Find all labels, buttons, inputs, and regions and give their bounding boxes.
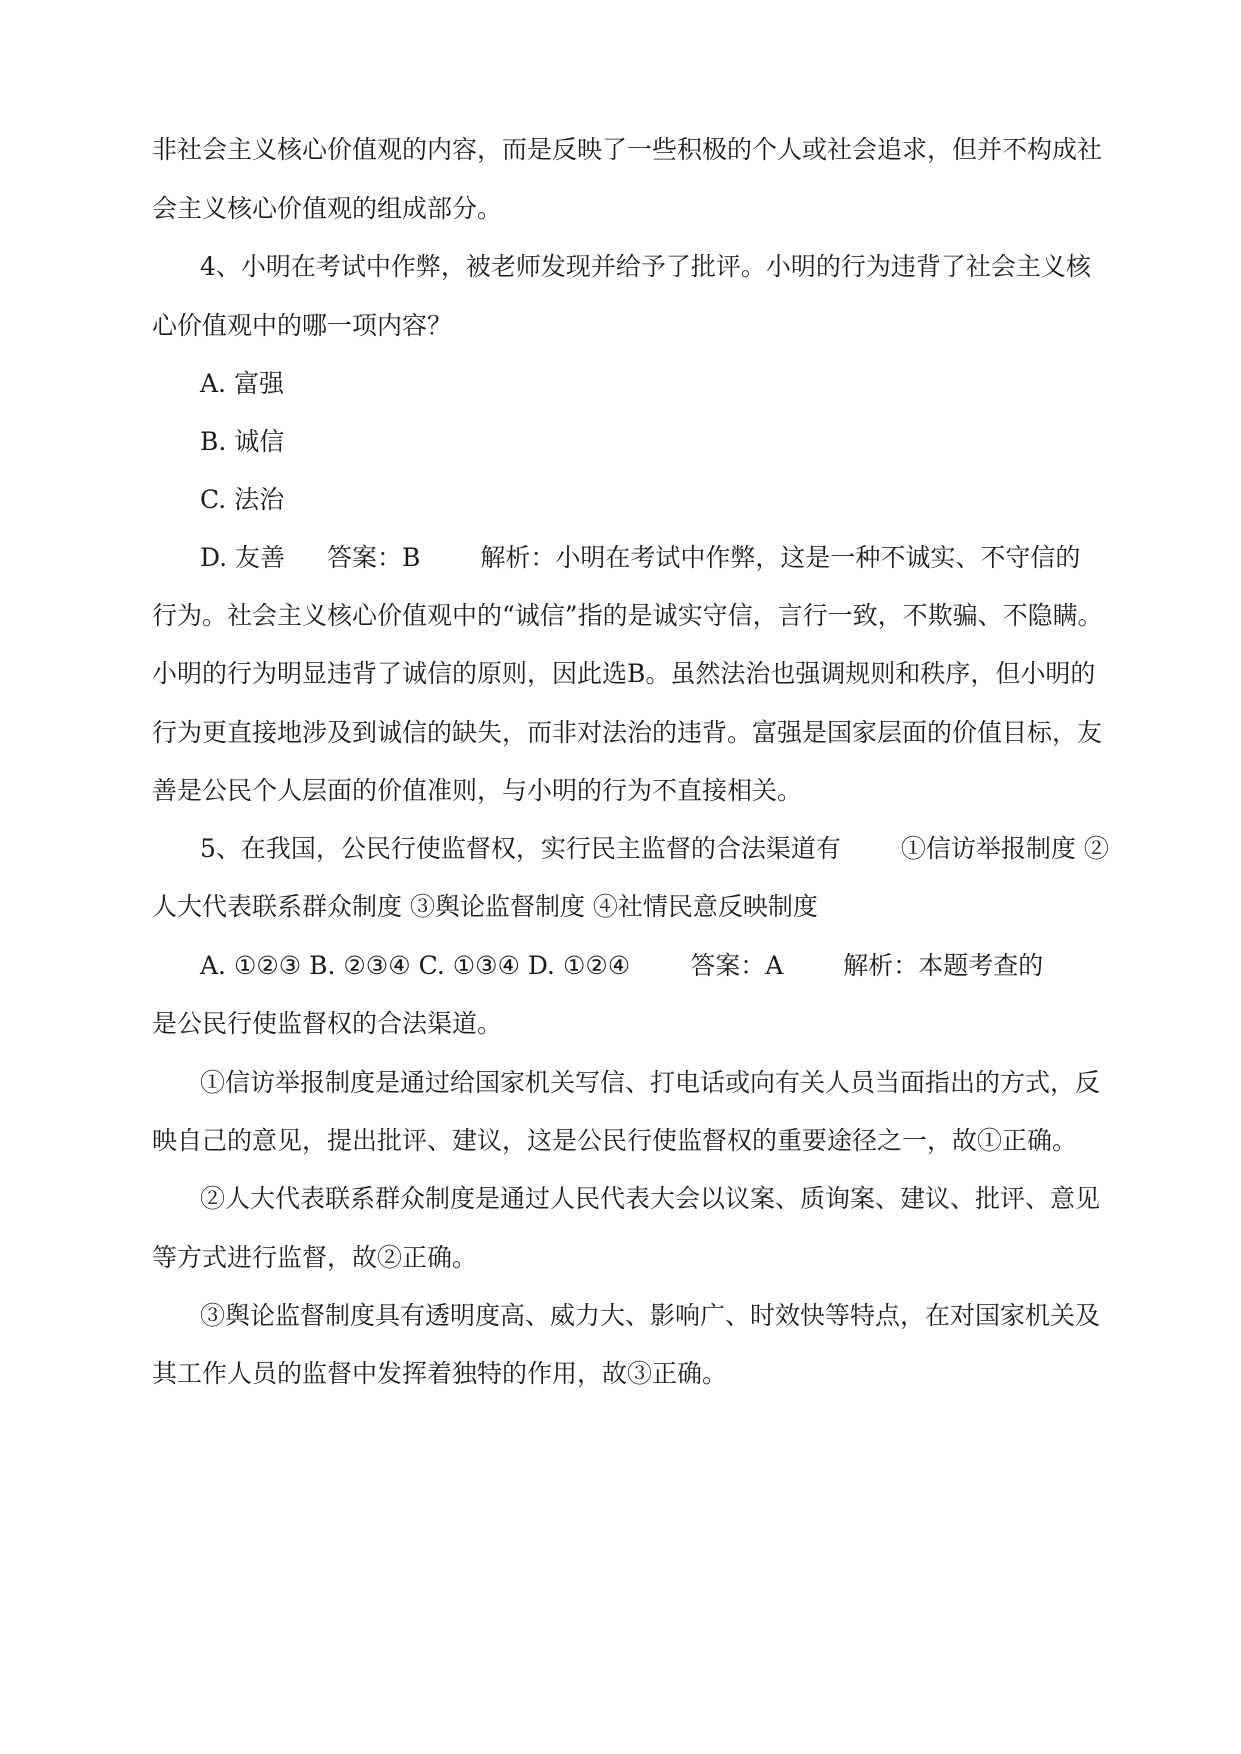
question-5-items: ①信访举报制度 ② [900,834,1109,863]
analysis: 解析：小明在考试中作弊，这是一种不诚实、不守信的 [480,543,1081,572]
question-5-options-line [200,949,1043,983]
explanation-1-cont: 映自己的意见，提出批评、建议，这是公民行使监督权的重要途径之一，故①正确。 [152,1126,1078,1155]
analysis: 解析：本题考查的 [843,951,1044,980]
option-d-answer-line [200,541,1080,575]
explanation-1: ①信访举报制度是通过给国家机关写信、打电话或向有关人员当面指出的方式，反 [200,1068,1101,1097]
question-5-stem [200,832,1109,866]
question-4-stem: 4、小明在考试中作弊，被老师发现并给予了批评。小明的行为违背了社会主义核 [200,252,1091,281]
answer: 答案：A [690,951,784,980]
text-line: 会主义核心价值观的组成部分。 [152,194,503,223]
option-d: D. 友善 [200,543,286,572]
analysis-line: 小明的行为明显违背了诚信的原则，因此选B。虽然法治也强调规则和秩序，但小明的 [152,659,1096,688]
answer: 答案：B [327,543,421,572]
options: A. ①②③ B. ②③④ C. ①③④ D. ①②④ [200,951,631,980]
explanation-3: ③舆论监督制度具有透明度高、威力大、影响广、时效快等特点，在对国家机关及 [200,1301,1101,1330]
explanation-2-cont: 等方式进行监督，故②正确。 [152,1243,478,1272]
question-4-stem-cont: 心价值观中的哪一项内容？ [152,311,453,340]
text-line: 非社会主义核心价值观的内容，而是反映了一些积极的个人或社会追求，但并不构成社 [152,135,1103,164]
option-c: C. 法治 [200,485,285,514]
explanation-2: ②人大代表联系群众制度是通过人民代表大会以议案、质询案、建议、批评、意见 [200,1184,1101,1213]
question-5-text: 5、在我国，公民行使监督权，实行民主监督的合法渠道有 [200,834,841,863]
analysis-line: 行为。社会主义核心价值观中的“诚信”指的是诚实守信，言行一致，不欺骗、不隐瞒。 [152,601,1103,630]
analysis-line: 是公民行使监督权的合法渠道。 [152,1009,503,1038]
question-5-stem-cont: 人大代表联系群众制度 ③舆论监督制度 ④社情民意反映制度 [152,892,818,921]
analysis-line: 行为更直接地涉及到诚信的缺失，而非对法治的违背。富强是国家层面的价值目标，友 [152,718,1103,747]
analysis-line: 善是公民个人层面的价值准则，与小明的行为不直接相关。 [152,776,803,805]
explanation-3-cont: 其工作人员的监督中发挥着独特的作用，故③正确。 [152,1359,728,1388]
option-a: A. 富强 [200,369,284,398]
option-b: B. 诚信 [200,427,285,456]
